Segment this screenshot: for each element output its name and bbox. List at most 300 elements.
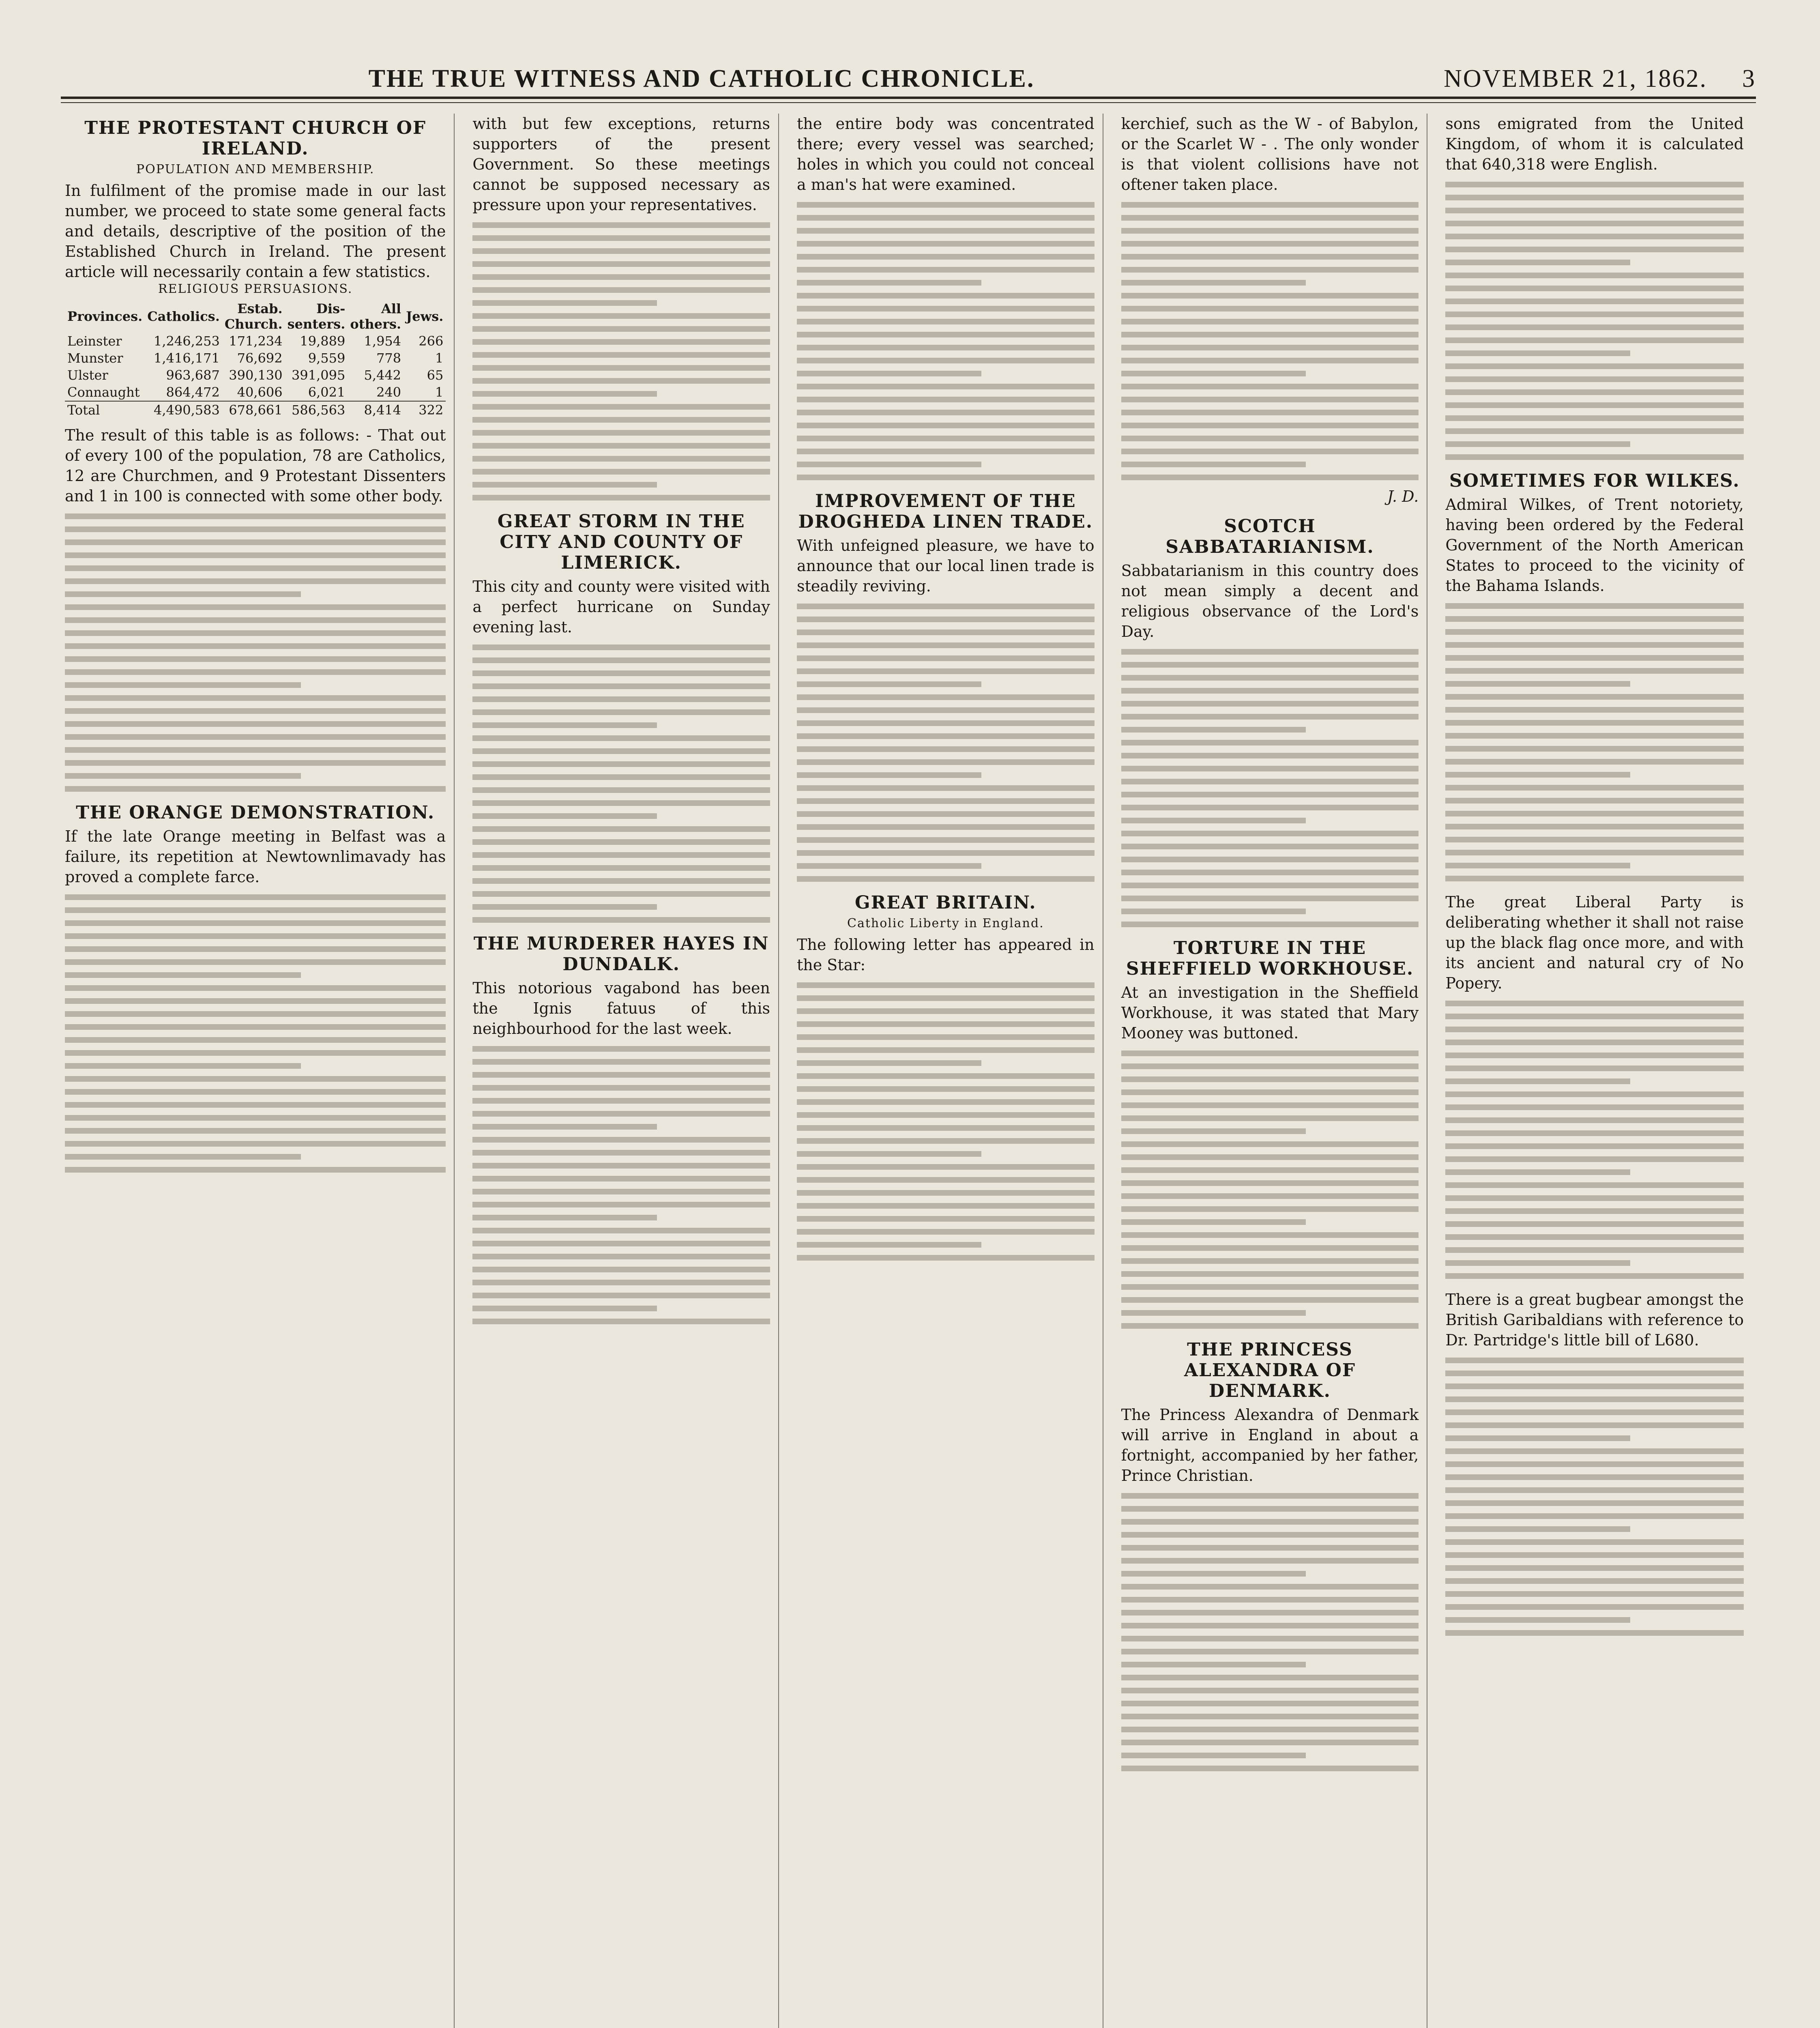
print-line <box>797 280 981 286</box>
print-line <box>1121 1245 1419 1251</box>
print-line <box>1121 805 1419 810</box>
census-table <box>65 300 446 419</box>
column-3 <box>797 114 1103 2028</box>
print-line <box>1121 1297 1419 1303</box>
print-line <box>472 878 770 884</box>
article-dundalk-murderer <box>472 933 775 1324</box>
print-line <box>1121 1167 1419 1173</box>
article-text-continuation <box>1121 649 1419 927</box>
table-row <box>65 333 446 350</box>
print-line <box>1445 1221 1744 1227</box>
print-line <box>797 629 1095 635</box>
print-line <box>1445 1040 1744 1045</box>
print-line <box>797 241 1095 247</box>
print-line <box>797 436 1095 441</box>
print-line <box>797 1242 981 1248</box>
article-continued <box>1445 114 1749 460</box>
print-line <box>1445 642 1744 648</box>
print-line <box>797 746 1095 752</box>
print-line <box>1121 475 1419 480</box>
print-line <box>797 642 1095 648</box>
article-text: The great Liberal Party is deliberating whether it shall not raise up the black flag once more, and with its ancient and natural cry of No Popery. <box>1445 893 1749 992</box>
print-line <box>797 850 1095 856</box>
article-text: Sabbatarianism in this country does not mean simply a decent and religious observance of the Lord's Day. <box>1121 562 1424 640</box>
print-line <box>472 761 770 767</box>
print-line <box>797 332 1095 337</box>
table-cell: 322 <box>403 401 446 419</box>
masthead <box>61 61 1756 93</box>
section-subhead: Catholic Liberty in England. <box>847 916 1044 930</box>
print-line <box>797 655 1095 661</box>
table-caption: RELIGIOUS PERSUASIONS. <box>158 282 353 296</box>
print-line <box>1121 384 1419 389</box>
table-cell: 864,472 <box>166 385 220 400</box>
print-line <box>65 513 446 519</box>
print-line <box>1121 1089 1419 1095</box>
print-line <box>65 946 446 952</box>
print-line <box>472 495 770 501</box>
article-text-continuation <box>797 202 1095 480</box>
print-line <box>1445 1027 1744 1032</box>
print-line <box>65 656 446 662</box>
print-line <box>1445 616 1744 622</box>
table-cell: 65 <box>427 367 444 383</box>
print-line <box>1121 1766 1419 1771</box>
print-line <box>65 1167 446 1173</box>
print-line <box>797 1060 981 1066</box>
print-line <box>472 1306 657 1311</box>
print-line <box>797 617 1095 622</box>
print-line <box>1445 1526 1630 1532</box>
article-text: The following letter has appeared in the Star: <box>797 936 1099 974</box>
print-line <box>797 824 1095 830</box>
print-line <box>797 785 1095 791</box>
print-line <box>1121 293 1419 299</box>
print-line <box>1445 746 1744 752</box>
table-header-row <box>65 300 446 333</box>
table-cell: 1 <box>435 350 444 366</box>
section-headline: THE MURDERER HAYES IN DUNDALK. <box>473 933 769 975</box>
print-line <box>1445 454 1744 460</box>
print-line <box>1445 1384 1744 1389</box>
article-text-continuation <box>797 982 1095 1261</box>
print-line <box>65 734 446 740</box>
print-line <box>1445 1358 1744 1363</box>
print-line <box>472 248 770 254</box>
article-headline: THE PROTESTANT CHURCH OF IRELAND. <box>84 118 427 159</box>
print-line <box>1445 655 1744 661</box>
article-text: kerchief, such as the W - of Babylon, or the Scarlet W - . The only wonder is that violent collisions have not oftener taken place. <box>1121 115 1424 193</box>
print-line <box>797 1138 1095 1144</box>
print-line <box>1121 1688 1419 1693</box>
print-line <box>1445 260 1630 265</box>
print-line <box>472 456 770 462</box>
print-line <box>797 358 1095 363</box>
print-line <box>472 813 657 819</box>
print-line <box>472 222 770 228</box>
print-line <box>1121 1115 1419 1121</box>
print-line <box>1121 1636 1419 1641</box>
print-line <box>472 378 770 384</box>
letter-signoff: J. D. <box>1387 488 1419 505</box>
print-line <box>1445 785 1744 791</box>
print-line <box>1121 241 1419 247</box>
print-line <box>65 721 446 727</box>
print-line <box>797 1177 1095 1183</box>
print-line <box>1445 363 1744 369</box>
print-line <box>1121 280 1306 286</box>
print-line <box>1121 1180 1419 1186</box>
print-line <box>1121 358 1419 363</box>
table-cell: 40,606 <box>237 385 283 400</box>
print-line <box>472 1059 770 1065</box>
print-line <box>797 423 1095 428</box>
table-cell: Connaught <box>67 385 140 400</box>
print-line <box>1445 1604 1744 1610</box>
print-line <box>1121 1649 1419 1654</box>
print-line <box>65 773 301 779</box>
masthead-rule-thin <box>61 102 1756 103</box>
column-4 <box>1121 114 1428 2028</box>
print-line <box>472 696 770 702</box>
table-cell: 8,414 <box>348 401 403 419</box>
print-line <box>65 565 446 571</box>
print-line <box>1445 1487 1744 1493</box>
print-line <box>1121 1597 1419 1603</box>
print-line <box>1121 371 1306 376</box>
print-line <box>1121 1154 1419 1160</box>
print-line <box>1121 857 1419 862</box>
article-drogheda-linen <box>797 491 1099 882</box>
print-line <box>797 254 1095 260</box>
print-line <box>65 643 446 649</box>
print-line <box>1121 267 1419 273</box>
print-line <box>1121 753 1419 758</box>
print-line <box>65 760 446 766</box>
print-line <box>1121 1662 1306 1667</box>
print-line <box>1445 1182 1744 1188</box>
table-row <box>65 350 446 367</box>
print-line <box>797 319 1095 324</box>
table-cell: 19,889 <box>300 333 346 349</box>
print-line <box>1445 1143 1744 1149</box>
print-line <box>1121 1545 1419 1551</box>
print-line <box>65 1063 301 1069</box>
print-line <box>65 959 446 965</box>
print-line <box>1121 1493 1419 1499</box>
print-line <box>472 1150 770 1156</box>
article-text-continuation <box>1445 182 1744 460</box>
print-line <box>797 811 1095 817</box>
print-line <box>1121 1193 1419 1199</box>
print-line <box>797 1229 1095 1235</box>
print-line <box>1121 1623 1419 1628</box>
print-line <box>1445 811 1744 816</box>
print-line <box>1445 1195 1744 1201</box>
print-line <box>797 1021 1095 1027</box>
print-line <box>1445 182 1744 187</box>
print-line <box>65 1102 446 1108</box>
print-line <box>65 907 446 913</box>
print-line <box>472 1176 770 1182</box>
print-line <box>1121 462 1306 467</box>
print-line <box>1121 449 1419 454</box>
table-cell: 1,246,253 <box>153 333 220 349</box>
print-line <box>1121 1284 1419 1290</box>
print-line <box>472 800 770 806</box>
article-subhead: POPULATION AND MEMBERSHIP. <box>136 162 375 176</box>
print-line <box>797 694 1095 700</box>
print-line <box>65 1115 446 1121</box>
print-line <box>1445 1513 1744 1519</box>
print-line <box>65 708 446 714</box>
print-line <box>1445 1053 1744 1058</box>
column-1 <box>65 114 455 2028</box>
article-scotch-sabbatarianism <box>1121 516 1424 927</box>
print-line <box>472 1202 770 1207</box>
print-line <box>797 733 1095 739</box>
print-line <box>1445 221 1744 226</box>
print-line <box>1445 208 1744 213</box>
table-cell: 586,563 <box>285 401 348 419</box>
print-line <box>472 865 770 871</box>
print-line <box>1121 818 1306 823</box>
print-line <box>1445 850 1744 855</box>
print-line <box>1121 1063 1419 1069</box>
print-line <box>1121 1519 1419 1525</box>
table-cell: 6,021 <box>308 385 346 400</box>
print-line <box>1445 1156 1744 1162</box>
print-line <box>797 306 1095 312</box>
print-line <box>1121 844 1419 849</box>
print-line <box>1121 215 1419 221</box>
print-line <box>797 720 1095 726</box>
print-line <box>1121 1076 1419 1082</box>
article-sheffield-workhouse <box>1121 938 1424 1329</box>
table-total-row <box>65 401 446 419</box>
print-line <box>472 261 770 267</box>
print-line <box>797 604 1095 609</box>
print-line <box>1445 694 1744 700</box>
print-line <box>65 604 446 610</box>
table-header: Dis-senters. <box>287 301 346 332</box>
print-line <box>1121 883 1419 888</box>
table-cell: Total <box>65 401 145 419</box>
section-headline: GREAT STORM IN THE CITY AND COUNTY OF LIMERICK. <box>497 511 745 573</box>
print-line <box>65 1154 301 1160</box>
print-line <box>472 735 770 741</box>
print-line <box>472 1046 770 1052</box>
article-continued <box>797 114 1099 480</box>
table-header: All others. <box>350 301 401 332</box>
print-line <box>1445 1169 1630 1175</box>
print-line <box>1121 397 1419 402</box>
article-text: This notorious vagabond has been the Ignis fatuus of this neighbourhood for the last week. <box>472 979 775 1038</box>
print-line <box>1121 1219 1306 1225</box>
print-line <box>1445 1001 1744 1006</box>
print-line <box>1121 228 1419 234</box>
print-line <box>1121 436 1419 441</box>
print-line <box>1445 415 1744 421</box>
article-text: At an investigation in the Sheffield Workhouse, it was stated that Mary Mooney was buttoned. <box>1121 984 1424 1042</box>
print-line <box>65 1141 446 1147</box>
print-line <box>797 681 981 687</box>
section-headline: TORTURE IN THE SHEFFIELD WORKHOUSE. <box>1126 938 1414 979</box>
print-line <box>472 1215 657 1220</box>
print-line <box>1445 428 1744 434</box>
article-text: The result of this table is as follows: - That out of every 100 of the population, 78 are Catholics, 12 are Churchmen, and 9 Protestant Dissenters and 1 in 100 is connected with some other body. <box>65 426 451 505</box>
print-line <box>1121 423 1419 428</box>
print-line <box>1121 1714 1419 1719</box>
print-line <box>797 876 1095 882</box>
print-line <box>472 300 657 306</box>
print-line <box>797 1190 1095 1196</box>
print-line <box>1121 701 1419 707</box>
print-line <box>472 644 770 650</box>
print-line <box>65 1037 446 1043</box>
print-line <box>65 1128 446 1134</box>
print-line <box>797 449 1095 454</box>
print-line <box>797 995 1095 1001</box>
table-header: Provinces. <box>67 309 143 324</box>
article-text: with but few exceptions, returns supporters of the present Government. So these meetings cannot be supposed necessary as pressure upon your representatives. <box>472 115 775 214</box>
print-line <box>1121 254 1419 260</box>
columns <box>65 114 1752 2028</box>
print-line <box>472 235 770 241</box>
print-line <box>65 985 446 991</box>
table-cell: 778 <box>376 350 401 366</box>
newspaper-title: THE TRUE WITNESS AND CATHOLIC CHRONICLE. <box>368 65 1035 92</box>
print-line <box>1121 1753 1306 1758</box>
print-line <box>1445 681 1630 687</box>
print-line <box>1121 1571 1306 1577</box>
print-line <box>1121 831 1419 836</box>
article-text: In fulfilment of the promise made in our last number, we proceed to state some general facts and details, descriptive of the position of the Established Church in Ireland. The present article will necessarily contain a few statistics. <box>65 182 451 281</box>
article-text-continuation <box>1121 202 1419 480</box>
print-line <box>65 578 446 584</box>
print-line <box>472 1098 770 1104</box>
print-line <box>1445 273 1744 278</box>
section-headline: THE ORANGE DEMONSTRATION. <box>76 802 435 823</box>
print-line <box>65 682 301 688</box>
print-line <box>1445 337 1744 343</box>
print-line <box>797 345 1095 350</box>
print-line <box>1121 740 1419 745</box>
print-line <box>1445 1260 1630 1266</box>
print-line <box>1445 720 1744 726</box>
print-line <box>1121 319 1419 324</box>
print-line <box>797 1099 1095 1105</box>
table-cell: 963,687 <box>166 367 220 383</box>
table-cell: 9,559 <box>308 350 346 366</box>
article-text: The Princess Alexandra of Denmark will arrive in England in about a fortnight, accompanied by her father, Prince Christian. <box>1121 1406 1424 1484</box>
table-cell: 1,416,171 <box>153 350 220 366</box>
print-line <box>65 695 446 701</box>
table-cell: 240 <box>376 385 401 400</box>
section-headline: SOMETIMES FOR WILKES. <box>1449 470 1740 491</box>
print-line <box>472 1072 770 1078</box>
print-line <box>65 998 446 1004</box>
article-continued <box>1121 114 1424 505</box>
print-line <box>1445 1409 1744 1415</box>
print-line <box>1121 1232 1419 1238</box>
print-line <box>797 475 1095 480</box>
print-line <box>1121 1051 1419 1056</box>
print-line <box>1445 1474 1744 1480</box>
article-protestant-church <box>65 118 451 792</box>
print-line <box>1121 1310 1306 1316</box>
print-line <box>1121 1532 1419 1538</box>
table-cell: Ulster <box>67 367 108 383</box>
print-line <box>472 1228 770 1233</box>
article-text: the entire body was concentrated there; every vessel was searched; holes in which you could not conceal a man's hat were examined. <box>797 115 1099 193</box>
print-line <box>797 1086 1095 1092</box>
print-line <box>1445 1091 1744 1097</box>
print-line <box>472 709 770 715</box>
print-line <box>1445 1578 1744 1584</box>
print-line <box>797 1034 1095 1040</box>
print-line <box>1121 1323 1419 1329</box>
article-text-continuation <box>797 604 1095 882</box>
print-line <box>797 215 1095 221</box>
print-line <box>1121 345 1419 350</box>
print-line <box>472 1267 770 1272</box>
print-line <box>1445 1591 1744 1597</box>
print-line <box>472 1085 770 1091</box>
table-row <box>65 384 446 401</box>
article-text-continuation <box>65 894 446 1173</box>
print-line <box>797 397 1095 402</box>
article-continued <box>472 114 775 501</box>
print-line <box>1445 234 1744 239</box>
table-cell: Munster <box>67 350 123 366</box>
print-line <box>1445 733 1744 739</box>
print-line <box>1445 441 1630 447</box>
print-line <box>1121 1558 1419 1564</box>
print-line <box>1121 202 1419 208</box>
table-header: Estab. Church. <box>224 301 283 332</box>
article-text-continuation <box>1445 1358 1744 1636</box>
print-line <box>472 852 770 858</box>
print-line <box>1445 1208 1744 1214</box>
print-line <box>65 747 446 753</box>
print-line <box>1445 798 1744 803</box>
article-text: There is a great bugbear amongst the British Garibaldians with reference to Dr. Partridge's little bill of L680. <box>1445 1291 1749 1349</box>
print-line <box>65 972 301 978</box>
print-line <box>472 670 770 676</box>
print-line <box>1445 286 1744 291</box>
print-line <box>65 1011 446 1017</box>
print-line <box>1445 1435 1630 1441</box>
print-line <box>472 722 657 728</box>
print-line <box>797 371 981 376</box>
article-text-continuation <box>472 644 770 923</box>
article-garibaldians <box>1445 1289 1749 1636</box>
print-line <box>65 786 446 792</box>
print-line <box>1121 1258 1419 1264</box>
print-line <box>65 1089 446 1095</box>
print-line <box>1121 1271 1419 1277</box>
print-line <box>1121 1206 1419 1212</box>
print-line <box>1121 714 1419 720</box>
print-line <box>472 365 770 371</box>
print-line <box>472 683 770 689</box>
print-line <box>472 1280 770 1285</box>
print-line <box>65 552 446 558</box>
print-line <box>1121 1102 1419 1108</box>
masthead-rule <box>61 97 1756 99</box>
print-line <box>1445 1552 1744 1558</box>
